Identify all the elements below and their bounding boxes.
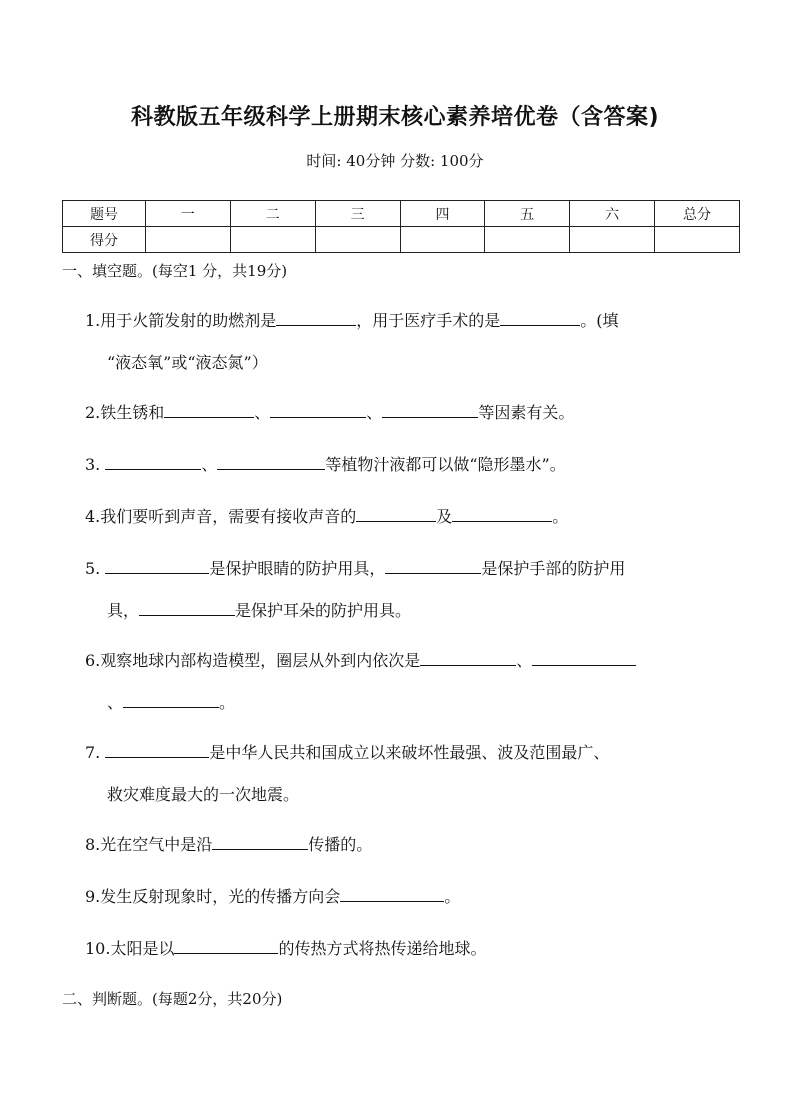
question-text: 、 bbox=[366, 403, 383, 422]
score-table-cell: 总分 bbox=[655, 201, 740, 227]
answer-blank[interactable] bbox=[212, 831, 308, 850]
score-entry-cell[interactable] bbox=[400, 227, 485, 253]
score-table-cell: 得分 bbox=[63, 227, 146, 253]
question-text: 9.发生反射现象时，光的传播方向会 bbox=[85, 887, 341, 906]
answer-blank[interactable] bbox=[105, 739, 209, 758]
score-table-cell: 二 bbox=[230, 201, 315, 227]
question-text: 是保护耳朵的防护用具。 bbox=[235, 601, 412, 620]
question-2 bbox=[85, 392, 735, 434]
answer-blank[interactable] bbox=[164, 399, 254, 418]
answer-blank[interactable] bbox=[500, 307, 580, 326]
answer-blank[interactable] bbox=[382, 399, 478, 418]
answer-blank[interactable] bbox=[139, 597, 235, 616]
answer-blank[interactable] bbox=[385, 555, 481, 574]
question-6 bbox=[85, 640, 735, 724]
score-table-header-row bbox=[63, 201, 740, 227]
answer-blank[interactable] bbox=[123, 689, 219, 708]
question-text: 。 bbox=[444, 887, 461, 906]
score-table-score-row bbox=[63, 227, 740, 253]
question-text: 。 bbox=[552, 507, 569, 526]
score-table bbox=[62, 200, 740, 253]
question-text: 6.观察地球内部构造模型，圈层从外到内依次是 bbox=[85, 651, 421, 670]
question-9 bbox=[85, 876, 735, 918]
answer-blank[interactable] bbox=[452, 503, 552, 522]
score-entry-cell[interactable] bbox=[570, 227, 655, 253]
question-text: 。 bbox=[219, 693, 236, 712]
question-text: 7. bbox=[85, 743, 106, 762]
score-table-cell: 五 bbox=[485, 201, 570, 227]
answer-blank[interactable] bbox=[217, 451, 325, 470]
exam-time-score: 时间: 40分钟 分数: 100分 bbox=[306, 152, 484, 170]
question-text: 。(填 bbox=[580, 311, 619, 330]
question-5 bbox=[85, 548, 735, 632]
score-table-cell: 三 bbox=[315, 201, 400, 227]
score-table-cell: 一 bbox=[146, 201, 231, 227]
answer-blank[interactable] bbox=[270, 399, 366, 418]
question-text: 1.用于火箭发射的助燃剂是 bbox=[85, 311, 277, 330]
question-text: 4.我们要听到声音，需要有接收声音的 bbox=[85, 507, 357, 526]
answer-blank[interactable] bbox=[105, 555, 209, 574]
question-text: 3. bbox=[85, 455, 106, 474]
question-text: 、 bbox=[254, 403, 271, 422]
score-table-cell: 六 bbox=[570, 201, 655, 227]
question-10 bbox=[85, 928, 735, 970]
question-1 bbox=[85, 300, 735, 384]
question-text: 、 bbox=[201, 455, 218, 474]
question-text: 、 bbox=[107, 693, 124, 712]
answer-blank[interactable] bbox=[420, 647, 516, 666]
question-3 bbox=[85, 444, 735, 486]
answer-blank[interactable] bbox=[276, 307, 356, 326]
answer-blank[interactable] bbox=[105, 451, 201, 470]
answer-blank[interactable] bbox=[532, 647, 636, 666]
question-text: ，用于医疗手术的是 bbox=[356, 311, 501, 330]
question-text: 等植物汁液都可以做“隐形墨水”。 bbox=[325, 455, 566, 474]
question-text: 救灾难度最大的一次地震。 bbox=[107, 785, 300, 804]
question-text: 及 bbox=[436, 507, 453, 526]
question-text: 等因素有关。 bbox=[478, 403, 575, 422]
question-text: “液态氧”或“液态氮”） bbox=[107, 353, 268, 372]
question-text: 具， bbox=[107, 601, 140, 620]
question-text: 是保护手部的防护用 bbox=[481, 559, 626, 578]
exam-title: 科教版五年级科学上册期末核心素养培优卷（含答案) bbox=[130, 105, 660, 130]
question-text: 2.铁生锈和 bbox=[85, 403, 165, 422]
score-entry-cell[interactable] bbox=[146, 227, 231, 253]
score-entry-cell[interactable] bbox=[230, 227, 315, 253]
question-text: 是中华人民共和国成立以来破坏性最强、波及范围最广、 bbox=[209, 743, 610, 762]
question-text: 5. bbox=[85, 559, 106, 578]
score-entry-cell[interactable] bbox=[485, 227, 570, 253]
score-entry-cell[interactable] bbox=[315, 227, 400, 253]
answer-blank[interactable] bbox=[174, 935, 278, 954]
section-2-heading: 二、判断题。(每题2分，共20分) bbox=[62, 990, 283, 1008]
question-text: 的传热方式将热传递给地球。 bbox=[278, 939, 487, 958]
question-4 bbox=[85, 496, 735, 538]
score-table-cell: 四 bbox=[400, 201, 485, 227]
section-1-heading: 一、填空题。(每空1 分，共19分) bbox=[62, 262, 288, 280]
question-8 bbox=[85, 824, 735, 866]
answer-blank[interactable] bbox=[340, 883, 444, 902]
question-text: 传播的。 bbox=[308, 835, 373, 854]
question-text: 10.太阳是以 bbox=[85, 939, 175, 958]
score-entry-cell[interactable] bbox=[655, 227, 740, 253]
question-7 bbox=[85, 732, 735, 816]
score-table-cell: 题号 bbox=[63, 201, 146, 227]
question-text: 是保护眼睛的防护用具， bbox=[209, 559, 386, 578]
question-text: 8.光在空气中是沿 bbox=[85, 835, 213, 854]
answer-blank[interactable] bbox=[356, 503, 436, 522]
question-text: 、 bbox=[516, 651, 533, 670]
